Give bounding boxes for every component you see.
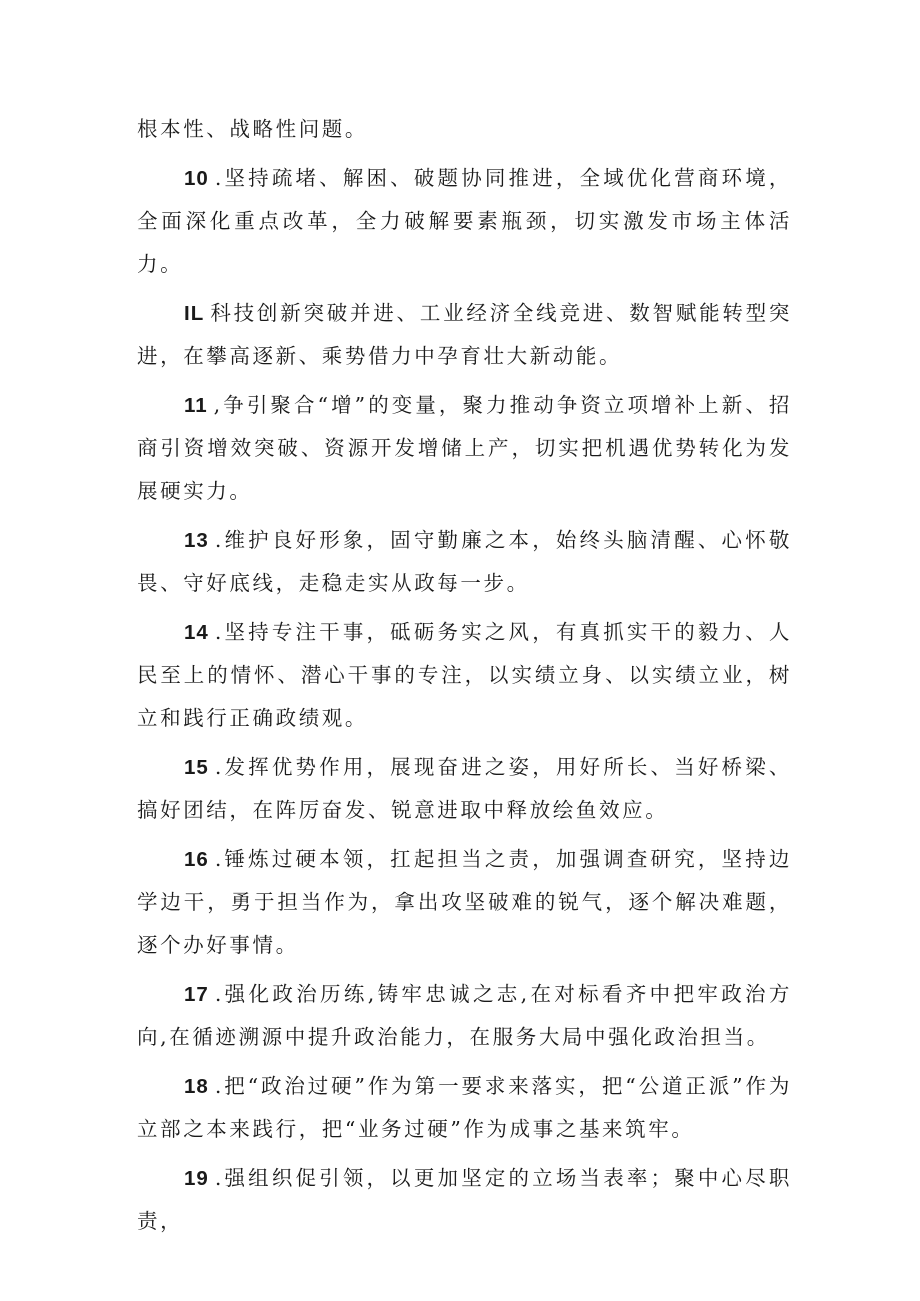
paragraph-text: .坚持疏堵、解困、破题协同推进，全域优化营商环境，全面深化重点改革，全力破解要素瓶颈，切实激发市场主体活力。 <box>137 166 792 276</box>
paragraph-text: .发挥优势作用，展现奋进之姿，用好所长、当好桥梁、搞好团结，在阵厉奋发、锐意进取中释放绘鱼效应。 <box>137 755 792 822</box>
paragraph-continuation <box>137 108 792 151</box>
paragraph-text: .坚持专注干事，砥砺务实之风，有真抓实干的毅力、人民至上的情怀、潜心干事的专注，以实绩立身、以实绩立业，树立和践行正确政绩观。 <box>137 620 792 730</box>
paragraph-text: ,争引聚合“增”的变量，聚力推动争资立项增补上新、招商引资增效突破、资源开发增储上产，切实把机遇优势转化为发展硬实力。 <box>137 393 792 503</box>
item-number: 16 <box>184 848 209 871</box>
paragraph-item-10 <box>137 157 792 286</box>
paragraph-text: .强化政治历练,铸牢忠诚之志,在对标看齐中把牢政治方向,在循迹溯源中提升政治能力，在服务大局中强化政治担当。 <box>137 982 792 1049</box>
item-number: IL <box>184 302 205 325</box>
item-number: 14 <box>184 621 209 644</box>
paragraph-text: .强组织促引领，以更加坚定的立场当表率；聚中心尽职责， <box>137 1166 792 1233</box>
item-number: 19 <box>184 1167 209 1190</box>
item-number: 18 <box>184 1075 209 1098</box>
paragraph-item-13 <box>137 519 792 605</box>
item-number: 11 <box>184 394 208 417</box>
paragraph-text: 根本性、战略性问题。 <box>137 117 368 141</box>
paragraph-item-18 <box>137 1065 792 1151</box>
paragraph-item-14 <box>137 611 792 740</box>
paragraph-item-15 <box>137 746 792 832</box>
item-number: 13 <box>184 529 209 552</box>
paragraph-item-11 <box>137 384 792 513</box>
document-page <box>137 108 792 1249</box>
paragraph-item-19 <box>137 1157 792 1243</box>
paragraph-text: .锤炼过硬本领，扛起担当之责，加强调查研究，坚持边学边干，勇于担当作为，拿出攻坚破难的锐气，逐个解决难题，逐个办好事情。 <box>137 847 792 957</box>
paragraph-text: 科技创新突破并进、工业经济全线竞进、数智赋能转型突进，在攀高逐新、乘势借力中孕育壮大新动能。 <box>137 301 792 368</box>
item-number: 10 <box>184 167 209 190</box>
paragraph-item-il <box>137 292 792 378</box>
paragraph-item-16 <box>137 838 792 967</box>
paragraph-item-17 <box>137 973 792 1059</box>
paragraph-text: .把“政治过硬”作为第一要求来落实，把“公道正派”作为立部之本来践行，把“业务过硬”作为成事之基来筑牢。 <box>137 1074 792 1141</box>
paragraph-text: .维护良好形象，固守勤廉之本，始终头脑清醒、心怀敬畏、守好底线，走稳走实从政每一步。 <box>137 528 792 595</box>
item-number: 17 <box>184 983 209 1006</box>
item-number: 15 <box>184 756 209 779</box>
